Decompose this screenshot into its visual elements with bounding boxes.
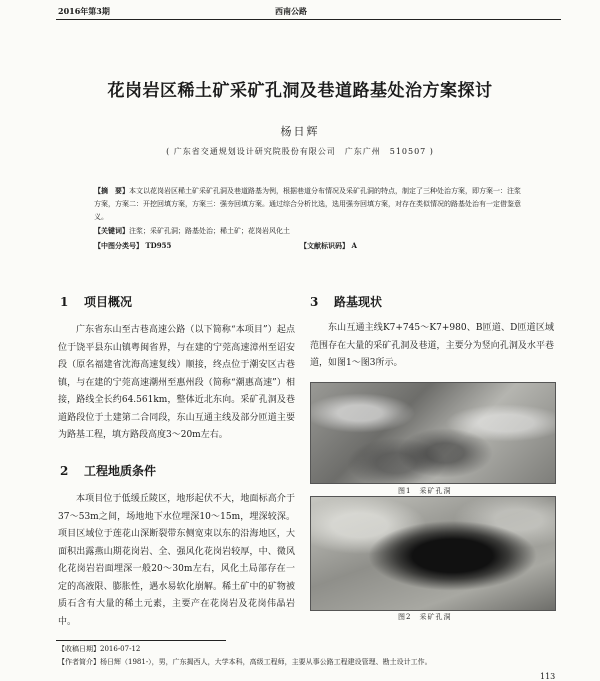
- section-1-title: 项目概况: [84, 295, 133, 309]
- document-code: [300, 241, 357, 251]
- section-3-heading: [310, 293, 382, 310]
- received-date: 【收稿日期】2016-07-12: [58, 645, 141, 653]
- section-2-text: 本项目位于低缓丘陵区，地形起伏不大，地面标高介于37～53m之间，场地地下水位埋深10～15m，埋深较深。项目区域位于莲花山深断裂带东侧宽束以东的沿海地区，大面积出露燕山期花岗岩、全、强风化花岗岩较厚，中、微风化花岗岩岩面埋深一般20～30m左右，风化土局部存在一定的高液限、膨胀性，遇水易软化崩解。稀土矿中的矿物被质石含有大量的稀土元素，主要产在花岗岩及花岗伟晶岩中。: [58, 494, 295, 627]
- section-3-text: 东山互通主线K7+745～K7+980、B匝道、D匝道区域范围存在大量的采矿孔洞及巷道，主要分为竖向孔洞及水平巷道，如图1～图3所示。: [310, 323, 554, 368]
- author-affiliation: ( 广东省交通规划设计研究院股份有限公司 广东广州 510507 ): [166, 147, 434, 156]
- footnote-rule: [56, 640, 226, 641]
- abstract-text: 本文以花岗岩区稀土矿采矿孔洞及巷道路基为例，根据巷道分布情况及采矿孔洞的特点，制定了三种处治方案，即方案一：注浆方案，方案二：开挖回填方案，方案三：强夯回填方案。通过综合分析比选，选用强夯回填方案，对存在类似情况的路基处治有一定借鉴意义。: [94, 187, 521, 221]
- figure-1-photo: [310, 382, 556, 484]
- section-2-number: 2: [60, 464, 69, 478]
- page-number: 113: [540, 672, 556, 681]
- author-name: 杨日辉: [280, 125, 320, 138]
- section-1-heading: [60, 293, 132, 310]
- issue-label: 2016年第3期: [58, 6, 110, 16]
- keywords-text: 注浆；采矿孔洞；路基处治；稀土矿；花岗岩风化土: [129, 227, 290, 235]
- document-code-label: 【文献标识码】: [300, 241, 349, 250]
- keywords: [94, 226, 524, 236]
- section-1-text: 广东省东山至古巷高速公路（以下简称“本项目”）起点位于饶平县东山镇粤闽省界，与在建的宁莞高速漳州至诏安段（原名福建省沈海高速复线）顺接，终点位于潮安区古巷镇，与在建的宁莞高速潮州至惠州段（简称“潮惠高速”）相接，路线全长约64.561km，整体近北东向。采矿孔洞及巷道路段位于土建第二合同段，东山互通主线及部分匝道主要为路基工程，填方路段高度3～20m左右。: [58, 325, 295, 440]
- figure-1-caption: 图1 采矿孔洞: [398, 487, 452, 495]
- document-code-value: A: [351, 241, 357, 250]
- section-3-title: 路基现状: [334, 295, 383, 309]
- article-title: 花岗岩区稀土矿采矿孔洞及巷道路基处治方案探讨: [107, 81, 493, 101]
- section-2-title: 工程地质条件: [84, 464, 157, 478]
- abstract-label: 【摘 要】: [94, 186, 129, 195]
- figure-2-caption: 图2 采矿孔洞: [398, 613, 452, 621]
- abstract: [94, 184, 524, 224]
- classification-label: 【中图分类号】: [94, 241, 143, 250]
- section-1-number: 1: [60, 295, 69, 309]
- header-rule: [56, 19, 561, 20]
- section-2-heading: [60, 462, 156, 479]
- figure-2-photo: [310, 496, 556, 611]
- keywords-label: 【关键词】: [94, 226, 129, 235]
- classification-value: TD955: [145, 241, 172, 250]
- author-bio: 【作者简介】杨日辉（1981-），男，广东揭西人，大学本科，高级工程师，主要从事公路工程建设管理、勘土设计工作。: [58, 658, 432, 666]
- classification: [94, 241, 171, 251]
- journal-name: 西南公路: [275, 6, 307, 16]
- section-3-number: 3: [310, 295, 319, 309]
